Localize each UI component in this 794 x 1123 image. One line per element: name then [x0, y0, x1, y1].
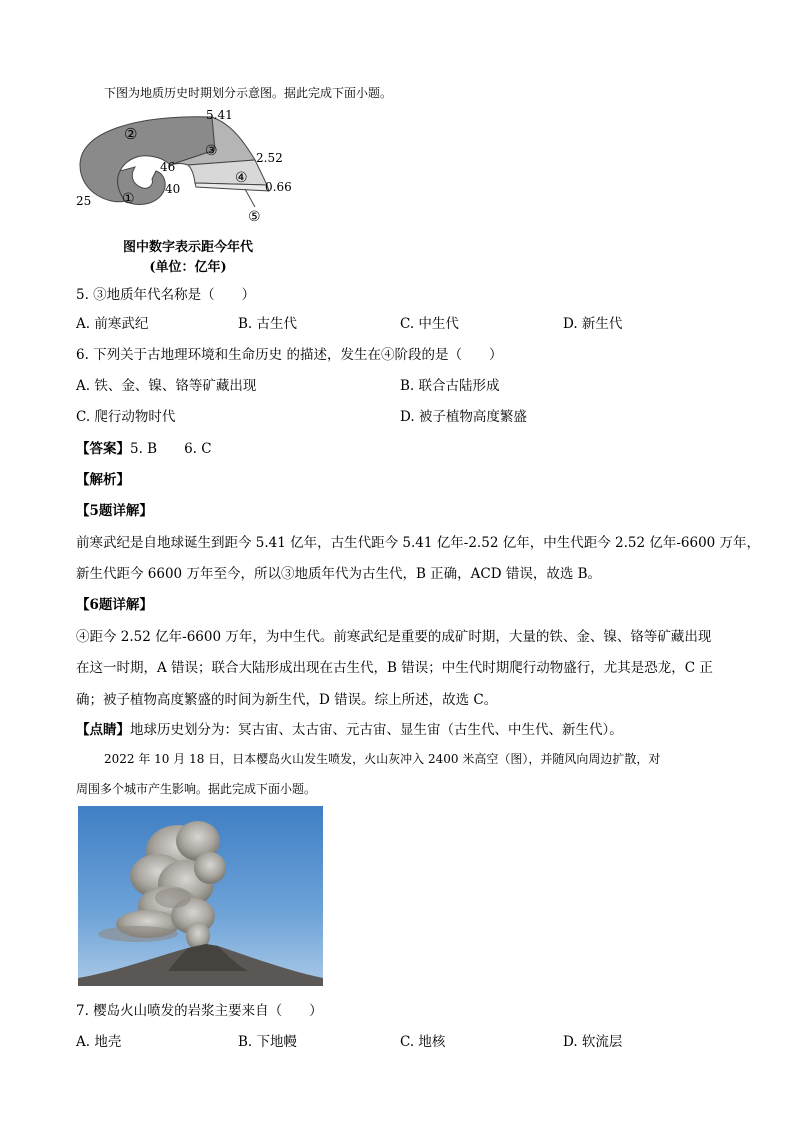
dianjing-line: [76, 718, 623, 738]
label-252: 2.52: [256, 151, 283, 165]
intro-text-1: 下图为地质历史时期划分示意图。据此完成下面小题。: [104, 86, 393, 100]
detail-6-label: 【6题详解】: [76, 597, 153, 613]
q7-option-a: A. 地壳: [76, 1034, 122, 1050]
detail-6-line-3: 确；被子植物高度繁盛的时间为新生代，D 错误。综上所述，故选 C。: [76, 692, 498, 708]
analysis-label: 【解析】: [76, 472, 130, 488]
label-541: 5.41: [206, 108, 233, 122]
label-circle-3: ③: [205, 143, 218, 159]
dianjing-label: 【点睛】: [76, 722, 130, 738]
volcano-eruption-photo: [78, 806, 323, 986]
question-7-stem: 7. 樱岛火山喷发的岩浆主要来自（ ）: [76, 1003, 323, 1019]
dianjing-text: 地球历史划分为：冥古宙、太古宙、元古宙、显生宙（古生代、中生代、新生代）。: [130, 722, 623, 738]
intro-text-2-line-2: 周围多个城市产生影响。据此完成下面小题。: [76, 782, 317, 796]
detail-6-line-2: 在这一时期，A 错误；联合大陆形成出现在古生代，B 错误；中生代时期爬行动物盛行，尤其是恐龙，C 正: [76, 660, 713, 676]
q7-option-b: B. 下地幔: [238, 1034, 298, 1050]
answer-line: [76, 437, 212, 457]
q5-option-a: A. 前寒武纪: [76, 316, 149, 332]
q6-option-d: D. 被子植物高度繁盛: [400, 409, 527, 425]
question-6-stem: 6. 下列关于古地理环境和生命历史 的描述，发生在④阶段的是（ ）: [76, 347, 503, 363]
label-46: 46: [160, 160, 176, 174]
geologic-time-diagram: [70, 105, 310, 230]
diagram-caption: 图中数字表示距今年代: [122, 240, 253, 255]
q5-option-b: B. 古生代: [238, 316, 298, 332]
q6-option-b: B. 联合古陆形成: [400, 378, 500, 394]
detail-6-line-1: ④距今 2.52 亿年-6600 万年，为中生代。前寒武纪是重要的成矿时期，大量的铁、金、镍、铬等矿藏出现: [76, 629, 712, 645]
label-circle-1: ①: [122, 191, 135, 207]
diagram-caption-unit: (单位：亿年): [149, 260, 227, 275]
label-circle-5: ⑤: [248, 209, 261, 225]
q6-option-c: C. 爬行动物时代: [76, 409, 176, 425]
q7-option-d: D. 软流层: [563, 1034, 623, 1050]
q5-option-d: D. 新生代: [563, 316, 623, 332]
answer-label: 【答案】: [76, 441, 130, 457]
answer-text: 5. B 6. C: [130, 441, 212, 457]
intro-text-2-line-1: 2022 年 10 月 18 日，日本樱岛火山发生喷发，火山灰冲入 2400 米高空（图），并随风向周边扩散，对: [104, 752, 661, 766]
q7-option-c: C. 地核: [400, 1034, 446, 1050]
detail-5-line-2: 新生代距今 6600 万年至今，所以③地质年代为古生代，B 正确，ACD 错误，故选 B。: [76, 566, 602, 582]
label-circle-2: ②: [124, 125, 138, 143]
detail-5-line-1: 前寒武纪是自地球诞生到距今 5.41 亿年，古生代距今 5.41 亿年-2.52 亿年，中生代距今 2.52 亿年-6600 万年，: [76, 535, 761, 551]
detail-5-label: 【5题详解】: [76, 503, 153, 519]
q6-option-a: A. 铁、金、镍、铬等矿藏出现: [76, 378, 257, 394]
label-40: 40: [165, 182, 181, 196]
label-circle-4: ④: [235, 170, 248, 186]
label-066: 0.66: [265, 180, 292, 194]
q5-option-c: C. 中生代: [400, 316, 459, 332]
question-5-stem: 5. ③地质年代名称是（ ）: [76, 287, 256, 303]
label-25: 25: [76, 194, 92, 208]
